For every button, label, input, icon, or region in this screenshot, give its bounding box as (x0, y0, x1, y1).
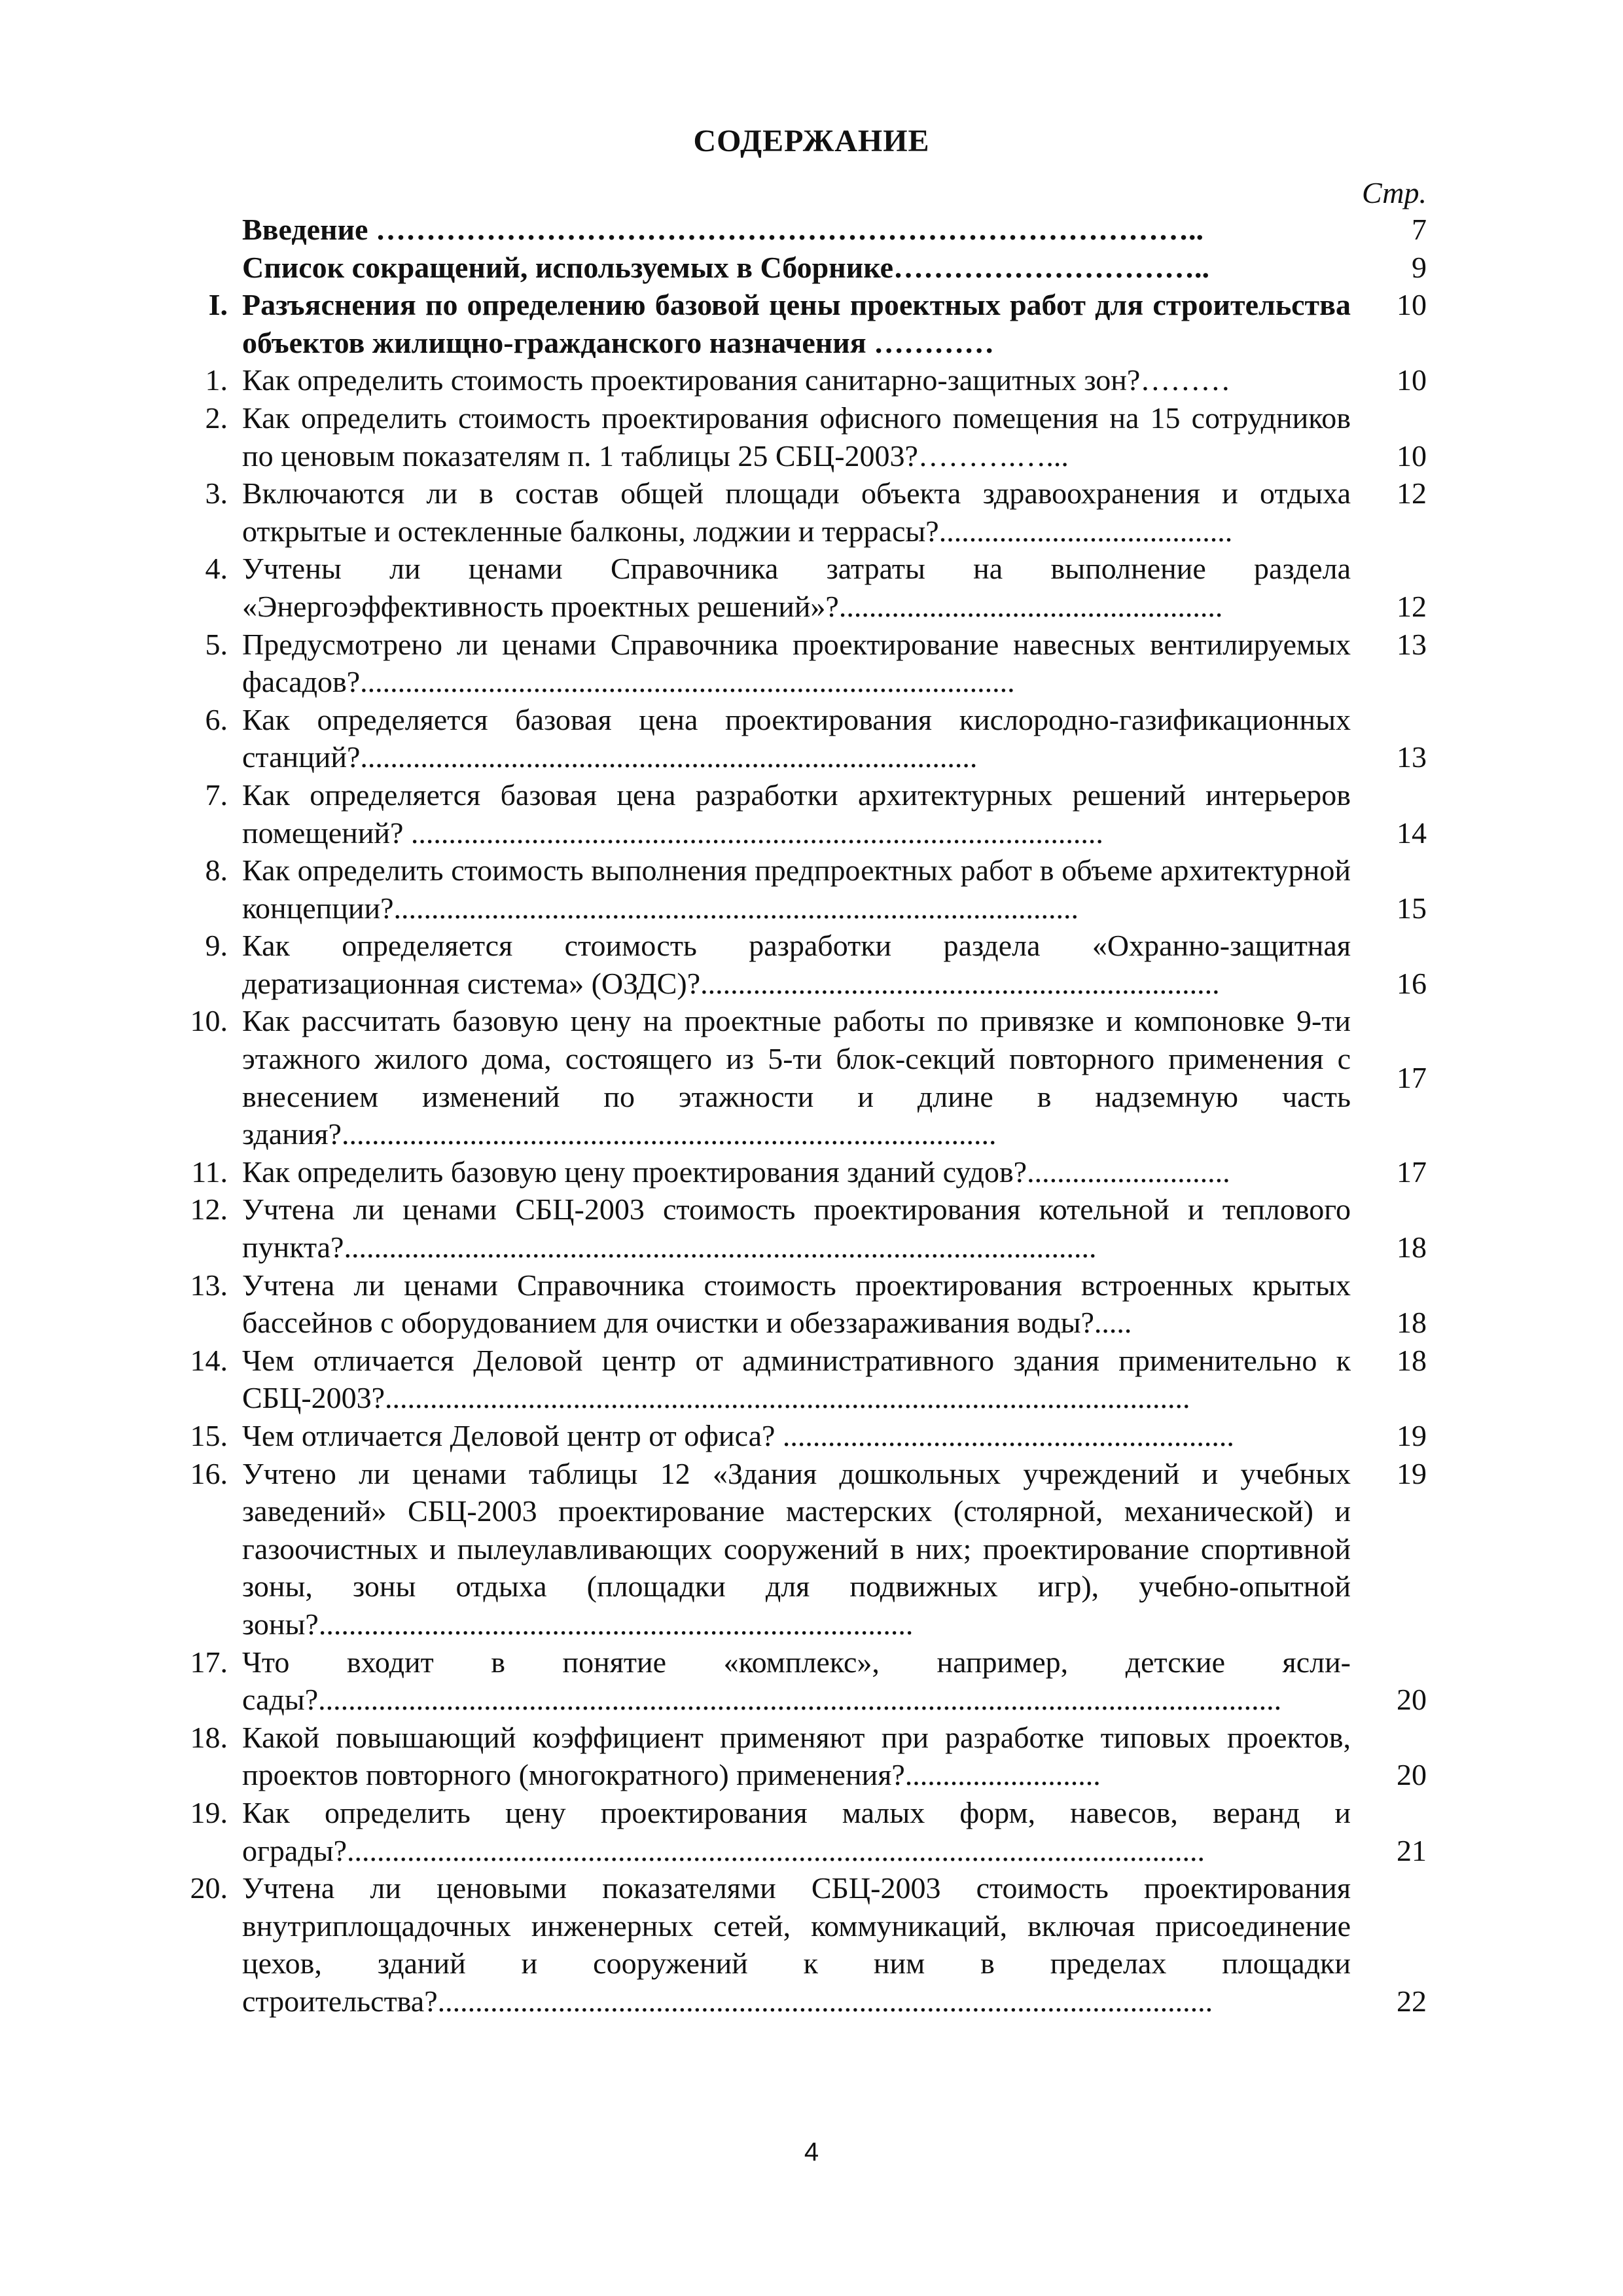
toc-entry-page: 17 (1397, 1060, 1427, 1094)
toc-entry[interactable] (0, 1002, 1623, 1153)
toc-entry-page: 18 (1397, 1306, 1427, 1340)
toc-entry-text: Какой повышающий коэффициент применяют при разработке типовых проектов, проектов повторного (многократного) применения?.......................... (242, 1720, 1351, 1792)
toc-entry[interactable] (0, 1719, 1623, 1794)
toc-entry-page: 19 (1397, 1456, 1427, 1490)
toc-entry-page: 12 (1397, 589, 1427, 623)
toc-entry-number: 3. (205, 476, 228, 511)
toc-entry-abbreviations[interactable] (0, 249, 1623, 287)
toc-entry[interactable] (0, 475, 1623, 550)
toc-entry-text: Чем отличается Деловой центр от офиса? ............................................................ (242, 1419, 1234, 1452)
toc-entry[interactable] (0, 1191, 1623, 1266)
toc-entry[interactable] (0, 1794, 1623, 1869)
toc-entry-number: 20. (190, 1871, 228, 1905)
toc-entry-number: 12. (190, 1193, 228, 1227)
toc-entry-text: Как определить стоимость выполнения предпроектных работ в объеме архитектурной концепции?........................................................................................... (242, 853, 1351, 925)
toc-entry-text: Как определяется базовая цена проектирования кислородно-газификационных станций?.................................................................................. (242, 702, 1351, 774)
toc-entry-text: Как определить базовую цену проектирования зданий судов?........................... (242, 1155, 1230, 1189)
toc-entry-number: 15. (190, 1419, 228, 1452)
toc-entry-number: 16. (190, 1456, 228, 1490)
toc-entry-text: Включаются ли в состав общей площади объекта здравоохранения и отдыха открытые и остекленные балконы, лоджии и террасы?....................................... (242, 476, 1351, 548)
toc-entry-text: Как рассчитать базовую цену на проектные работы по привязке и компоновке 9-ти этажного жилого дома, состоящего из 5-ти блок-секций повторного применения с внесением изменений по этажности и длине в надземную часть здания?....................................................................................... (242, 1004, 1351, 1151)
toc-entry-number: 13. (190, 1268, 228, 1302)
toc-entry-section-1[interactable] (0, 286, 1623, 361)
toc-entry-page: 14 (1397, 816, 1427, 850)
toc-entry-page: 9 (1412, 250, 1427, 284)
toc-entry-number: I. (208, 288, 228, 322)
toc-entry-number: 4. (205, 552, 228, 586)
toc-entry-number: 7. (205, 778, 228, 812)
toc-entry-text: Учтены ли ценами Справочника затраты на выполнение раздела «Энергоэффективность проектных решений»?................................................... (242, 552, 1351, 623)
toc-entry[interactable] (0, 776, 1623, 852)
toc-entry-page: 19 (1397, 1419, 1427, 1452)
toc-entry-page: 21 (1397, 1833, 1427, 1867)
toc-entry-page: 20 (1397, 1758, 1427, 1792)
toc-entry-text: Разъяснения по определению базовой цены проектных работ для строительства объектов жилищно-гражданского назначения ………… (242, 288, 1351, 359)
toc-entry-page: 13 (1397, 740, 1427, 774)
toc-entry-page: 17 (1397, 1155, 1427, 1189)
toc-entry-number: 6. (205, 702, 228, 736)
toc-entry[interactable] (0, 852, 1623, 927)
toc-entry-text: Введение ……………………………………………………………………….. (242, 213, 1204, 246)
toc-entry-page: 20 (1397, 1683, 1427, 1717)
toc-entry[interactable] (0, 399, 1623, 475)
toc-entry-text: Что входит в понятие «комплекс», например, детские ясли-сады?................................................................................................................................ (242, 1645, 1351, 1717)
toc-entry[interactable] (0, 550, 1623, 625)
toc-entry-number: 11. (191, 1155, 228, 1189)
toc-entry-page: 13 (1397, 627, 1427, 661)
toc-entry-page: 10 (1397, 288, 1427, 322)
toc-entry-number: 19. (190, 1795, 228, 1829)
toc-entry[interactable] (0, 1869, 1623, 2020)
toc-entry-text: Учтено ли ценами таблицы 12 «Здания дошкольных учреждений и учебных заведений» СБЦ-2003 проектирование мастерских (столярной, механической) и газоочистных и пылеулавливающих сооружений в них; проектирование спортивной зоны, зоны отдыха (площадки для подвижных игр), учебно-опытной зоны?............................................................................... (242, 1456, 1351, 1641)
toc-entry-text: Учтена ли ценами Справочника стоимость проектирования встроенных крытых бассейнов с оборудованием для очистки и обеззараживания воды?..... (242, 1268, 1351, 1340)
toc-entry-text: Как определить стоимость проектирования санитарно-защитных зон?……… (242, 363, 1231, 397)
toc-entry[interactable] (0, 1153, 1623, 1191)
toc-entry-page: 10 (1397, 439, 1427, 473)
toc-entry[interactable] (0, 1643, 1623, 1719)
toc-entry-text: Предусмотрено ли ценами Справочника проектирование навесных вентилируемых фасадов?....................................................................................... (242, 627, 1351, 699)
toc-entry[interactable] (0, 1417, 1623, 1455)
toc-entry[interactable] (0, 701, 1623, 776)
toc-entry[interactable] (0, 361, 1623, 399)
toc-entry[interactable] (0, 626, 1623, 701)
toc-entry-text: Как определить цену проектирования малых форм, навесов, веранд и ограды?.................................................................................................................. (242, 1795, 1351, 1867)
toc-entry-page: 18 (1397, 1230, 1427, 1265)
toc-entry-number: 2. (205, 401, 228, 435)
toc-entry-number (0, 211, 242, 249)
toc-entry[interactable] (0, 1342, 1623, 1417)
toc-entry-number: 17. (190, 1645, 228, 1679)
toc-entry-text: Как определяется стоимость разработки раздела «Охранно-защитная дератизационная система» (ОЗДС)?..................................................................... (242, 929, 1351, 1000)
toc-entry-text: Учтена ли ценами СБЦ-2003 стоимость проектирования котельной и теплового пункта?.................................................................................................... (242, 1193, 1351, 1265)
page-column-header: Стр. (1361, 176, 1427, 209)
toc-entry-page: 22 (1397, 1984, 1427, 2018)
table-of-contents (0, 211, 1623, 2020)
toc-entry-number: 10. (190, 1004, 228, 1038)
page-title: СОДЕРЖАНИЕ (693, 124, 930, 158)
toc-entry-number (0, 249, 242, 287)
toc-entry-text: Учтена ли ценовыми показателями СБЦ-2003 стоимость проектирования внутриплощадочных инженерных сетей, коммуникаций, включая присоединение цехов, зданий и сооружений к ним в пределах площадки строительства?....................................................................................................... (242, 1871, 1351, 2018)
toc-entry-number: 1. (205, 363, 228, 397)
toc-entry-page: 15 (1397, 891, 1427, 925)
toc-entry-number: 8. (205, 853, 228, 888)
page-number: 4 (804, 2138, 819, 2166)
toc-entry-number: 5. (205, 627, 228, 661)
toc-entry-page: 12 (1397, 476, 1427, 511)
toc-entry-text: Список сокращений, используемых в Сборнике………………………….. (242, 250, 1210, 284)
toc-entry[interactable] (0, 927, 1623, 1002)
toc-entry-number: 14. (190, 1343, 228, 1377)
toc-entry-intro[interactable] (0, 211, 1623, 249)
toc-entry-number: 18. (190, 1720, 228, 1754)
toc-entry-text: Как определяется базовая цена разработки архитектурных решений интерьеров помещений? ............................................................................................ (242, 778, 1351, 850)
toc-entry-page: 16 (1397, 966, 1427, 1000)
toc-entry-number: 9. (205, 929, 228, 963)
toc-entry-text: Как определить стоимость проектирования офисного помещения на 15 сотрудников по ценовым показателям п. 1 таблицы 25 СБЦ-2003?……….…... (242, 401, 1351, 473)
toc-entry[interactable] (0, 1455, 1623, 1643)
toc-entry-text: Чем отличается Деловой центр от административного здания применительно к СБЦ-2003?........................................................................................................... (242, 1343, 1351, 1415)
toc-entry-page: 10 (1397, 363, 1427, 397)
toc-entry-page: 7 (1412, 213, 1427, 246)
toc-entry[interactable] (0, 1266, 1623, 1342)
toc-entry-page: 18 (1397, 1343, 1427, 1377)
